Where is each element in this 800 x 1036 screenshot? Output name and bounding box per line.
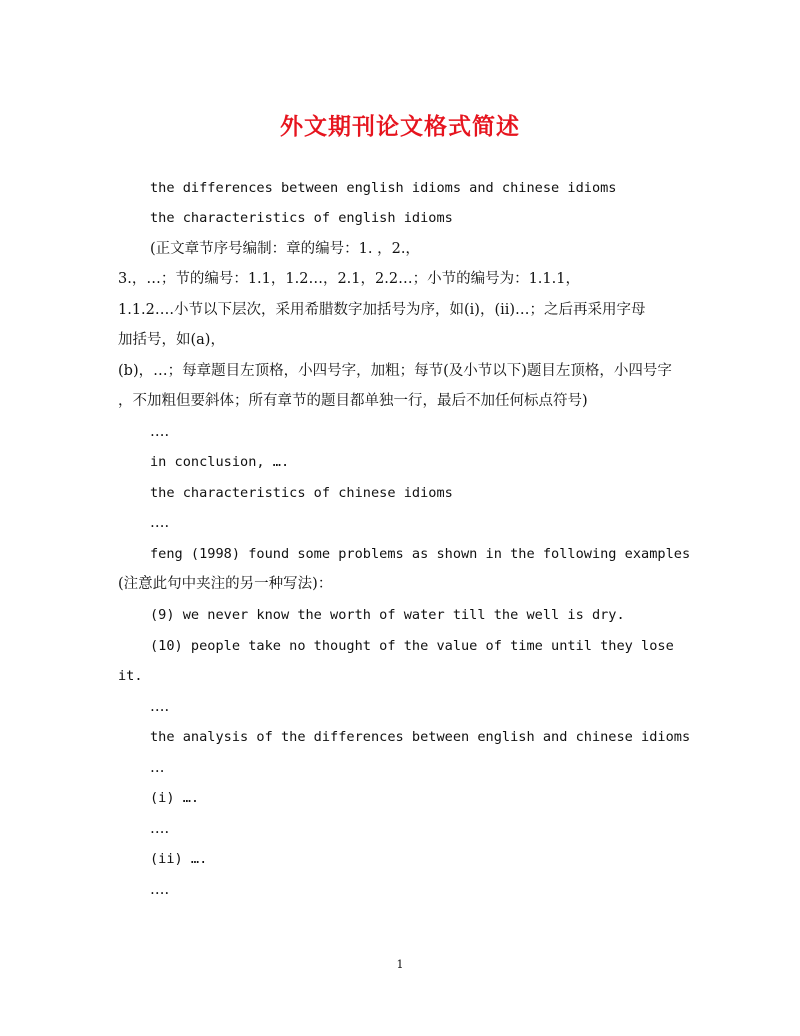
text-line: the characteristics of english idioms xyxy=(150,210,453,226)
text-line: it. xyxy=(118,668,143,684)
text-line: (10) people take no thought of the value of time until they lose xyxy=(150,638,674,654)
text-line: the characteristics of chinese idioms xyxy=(150,485,453,501)
text-line: (正文章节序号编制：章的编号：1. ，2.， xyxy=(150,241,420,257)
text-line: … xyxy=(150,760,165,776)
text-line: …. xyxy=(150,882,170,898)
text-line: 1.1.2….小节以下层次，采用希腊数字加括号为序，如(i)，(ii)…；之后再采用字母 xyxy=(118,302,646,318)
text-line: in conclusion, …. xyxy=(150,454,290,470)
text-line: 加括号，如(a)， xyxy=(118,332,225,348)
text-line: …. xyxy=(150,424,170,440)
text-line: feng (1998) found some problems as shown in the following examples xyxy=(150,546,691,562)
text-line: …. xyxy=(150,699,170,715)
text-line: (注意此句中夹注的另一种写法)： xyxy=(118,576,333,592)
text-line: ，不加粗但要斜体；所有章节的题目都单独一行，最后不加任何标点符号) xyxy=(118,393,588,409)
text-line: the analysis of the differences between english and chinese idioms xyxy=(150,729,691,745)
text-line: (i) …. xyxy=(150,790,200,806)
text-line: the differences between english idioms and chinese idioms xyxy=(150,180,617,196)
document-title: 外文期刊论文格式简述 xyxy=(280,113,520,140)
text-line: …. xyxy=(150,515,170,531)
text-line: (b)，…；每章题目左顶格，小四号字，加粗；每节(及小节以下)题目左顶格，小四号字 xyxy=(118,363,672,379)
page-number: 1 xyxy=(396,958,404,971)
text-line: …. xyxy=(150,821,170,837)
text-line: 3.，…；节的编号：1.1，1.2…，2.1，2.2…；小节的编号为：1.1.1， xyxy=(118,271,580,287)
text-line: (9) we never know the worth of water till the well is dry. xyxy=(150,607,625,623)
text-line: (ii) …. xyxy=(150,851,208,867)
